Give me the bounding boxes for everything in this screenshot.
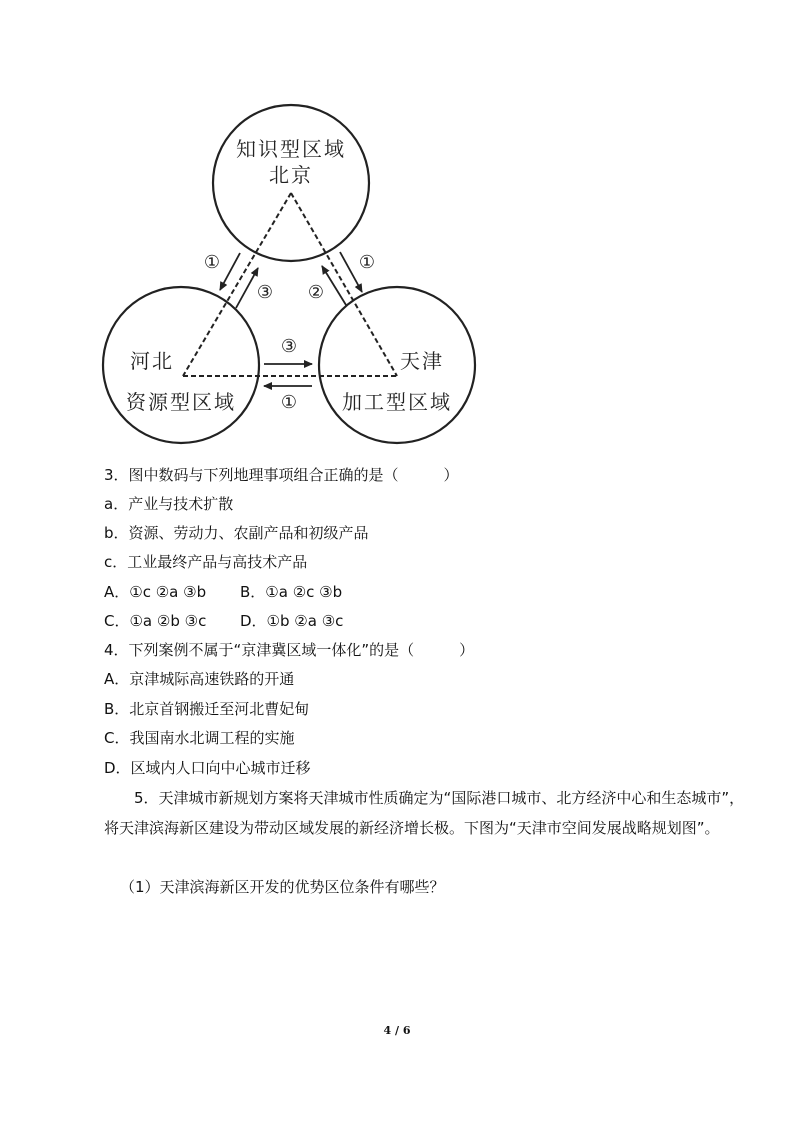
q4-option-b: B．北京首钢搬迁至河北曹妃甸 (104, 700, 310, 718)
arrow-left-up-number: ③ (256, 282, 274, 303)
tianjin-name-label: 天津 (400, 349, 444, 373)
arrow-right-down-number: ① (358, 252, 376, 273)
q3-stem: 3．图中数码与下列地理事项组合正确的是（ ） (104, 466, 459, 484)
q5-sub-question-1: （1）天津滨海新区开发的优势区位条件有哪些？ (120, 878, 445, 896)
page-number: 4 / 6 (383, 1024, 411, 1037)
tianjin-circle (319, 287, 475, 443)
beijing-name-label: 北京 (269, 163, 313, 187)
q4-option-a: A．京津城际高速铁路的开通 (104, 670, 295, 688)
arrow-left-down-number: ① (203, 252, 221, 273)
region-relationship-diagram (0, 0, 794, 450)
q3-option-c: C．①a ②b ③c (104, 612, 207, 630)
arrow-right-up (322, 266, 346, 305)
q5-stem: 5．天津城市新规划方案将天津城市性质确定为“国际港口城市、北方经济中心和生态城市”，将天津滨海新区建设为带动区域发展的新经济增长极。下图为“天津市空间发展战略规划图”。 (104, 789, 745, 837)
hebei-name-label: 河北 (130, 349, 174, 373)
hebei-circle (103, 287, 259, 443)
hebei-type-label: 资源型区域 (126, 390, 236, 414)
q3-item-b: b．资源、劳动力、农副产品和初级产品 (104, 524, 369, 542)
arrow-bottom-right-number: ③ (280, 336, 298, 357)
arrow-left-up (236, 268, 258, 308)
tianjin-type-label: 加工型区域 (342, 390, 452, 414)
beijing-type-label: 知识型区域 (236, 137, 346, 161)
q4-stem: 4．下列案例不属于“京津冀区域一体化”的是（ ） (104, 641, 475, 659)
q3-option-a: A．①c ②a ③b (104, 583, 207, 601)
q3-item-a: a．产业与技术扩散 (104, 495, 234, 513)
q3-option-d: D．①b ②a ③c (240, 612, 344, 630)
q3-option-b: B．①a ②c ③b (240, 583, 343, 601)
arrow-right-up-number: ② (307, 282, 325, 303)
q3-item-c: c．工业最终产品与高技术产品 (104, 553, 308, 571)
q4-option-c: C．我国南水北调工程的实施 (104, 729, 295, 747)
arrow-bottom-left-number: ① (280, 392, 298, 413)
q4-option-d: D．区域内人口向中心城市迁移 (104, 759, 311, 777)
